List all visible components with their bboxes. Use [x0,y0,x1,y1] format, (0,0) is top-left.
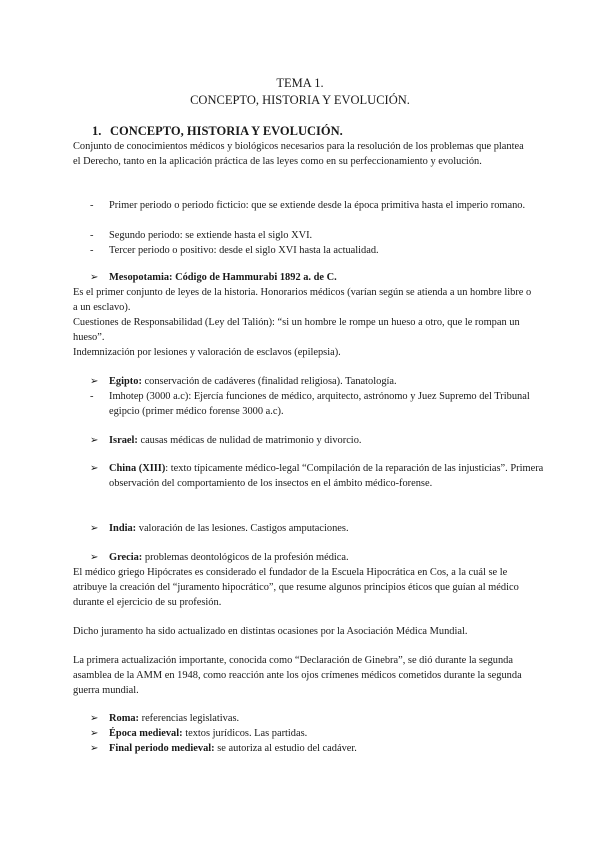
arrow-item-mesopotamia [90,270,550,285]
item-text: problemas deontológicos de la profesión médica. [142,552,349,563]
section-heading [92,124,343,139]
list-item-text: Tercer periodo o positivo: desde el siglo XVI hasta la actualidad. [109,245,379,256]
arrow-bullet-icon: ➢ [90,743,99,754]
item-text: textos jurídicos. Las partidas. [182,728,308,739]
item-label: Egipto: [109,376,142,387]
arrow-item-final-medieval [90,741,550,756]
list-item [90,228,541,243]
list-item-text: Imhotep (3000 a.c): Ejercía funciones de médico, arquitecto, astrónomo y Juez Supremo del Tribunal egipcio (primer médico forense 3000 a.c). [109,391,530,417]
list-item [90,389,541,419]
grecia-paragraph-1: El médico griego Hipócrates es considerado el fundador de la Escuela Hipocrática en Cos, a la cuál se le atribuye la creación del “juramento hipocrático”, que resume algunos principios éticos que guían al médico durante el ejercicio de su profesión. [73,567,519,608]
item-text: referencias legislativas. [139,713,240,724]
intro-paragraph: Conjunto de conocimientos médicos y biológicos necesarios para la resolución de los problemas que plantea el Derecho, tanto en la aplicación práctica de las leyes como en su perfeccionamiento y evolución. [73,141,524,167]
mesopotamia-paragraph-3: Indemnización por lesiones y valoración de esclavos (epilepsia). [73,347,341,358]
section-heading-text: CONCEPTO, HISTORIA Y EVOLUCIÓN. [110,124,343,138]
arrow-item-medieval [90,726,550,741]
arrow-bullet-icon: ➢ [90,552,99,563]
arrow-bullet-icon: ➢ [90,713,99,724]
item-text: conservación de cadáveres (finalidad religiosa). Tanatología. [141,376,397,387]
list-item [90,243,541,258]
list-item [90,198,541,213]
arrow-bullet-icon: ➢ [90,376,99,387]
item-label: India: [109,523,137,534]
item-label: Grecia: [109,552,143,563]
page-title: TEMA 1. [276,76,324,90]
arrow-item-china [90,461,550,491]
item-text: se autoriza al estudio del cadáver. [214,743,357,754]
item-label: Final periodo medieval: [109,743,215,754]
dash-marker: - [90,245,94,256]
arrow-item-india [90,521,550,536]
page-subtitle: CONCEPTO, HISTORIA Y EVOLUCIÓN. [190,93,410,107]
arrow-bullet-icon: ➢ [90,728,99,739]
item-text: valoración de las lesiones. Castigos amputaciones. [136,523,349,534]
item-label: Israel: [109,435,138,446]
grecia-paragraph-3: La primera actualización importante, conocida como “Declaración de Ginebra”, se dió durante la segunda asamblea de la AMM en 1948, como reacción ante los ojos crímenes médicos cometidos durante la segunda guerra mundial. [73,655,522,696]
item-text: causas médicas de nulidad de matrimonio y divorcio. [137,435,362,446]
arrow-item-egipto [90,374,550,389]
mesopotamia-paragraph-1: Es el primer conjunto de leyes de la historia. Honorarios médicos (varían según se atienda a un hombre libre o a un esclavo). [73,287,532,313]
dash-marker: - [90,230,94,241]
dash-marker: - [90,200,94,211]
arrow-bullet-icon: ➢ [90,435,99,446]
arrow-item-grecia [90,550,550,565]
arrow-bullet-icon: ➢ [90,523,99,534]
item-label: Mesopotamia: Código de Hammurabi 1892 a. de C. [109,272,337,283]
arrow-item-roma [90,711,550,726]
arrow-bullet-icon: ➢ [90,463,99,474]
list-item-text: Primer periodo o periodo ficticio: que se extiende desde la época primitiva hasta el imperio romano. [109,200,526,211]
arrow-item-israel [90,433,550,448]
item-label: China (XIII) [109,463,166,474]
arrow-bullet-icon: ➢ [90,272,99,283]
mesopotamia-paragraph-2: Cuestiones de Responsabilidad (Ley del Talión): “si un hombre le rompe un hueso a otro, que le rompan un hueso”. [73,317,520,343]
grecia-paragraph-2: Dicho juramento ha sido actualizado en distintas ocasiones por la Asociación Médica Mundial. [73,626,468,637]
list-item-text: Segundo periodo: se extiende hasta el siglo XVI. [109,230,313,241]
item-text: : texto típicamente médico-legal “Compilación de la reparación de las injusticias”. Primera observación del comportamiento de los insectos en el ámbito médico-forense. [109,463,544,489]
item-label: Época medieval: [109,728,183,739]
item-label: Roma: [109,713,140,724]
dash-marker: - [90,391,94,402]
section-number: 1. [92,124,102,138]
